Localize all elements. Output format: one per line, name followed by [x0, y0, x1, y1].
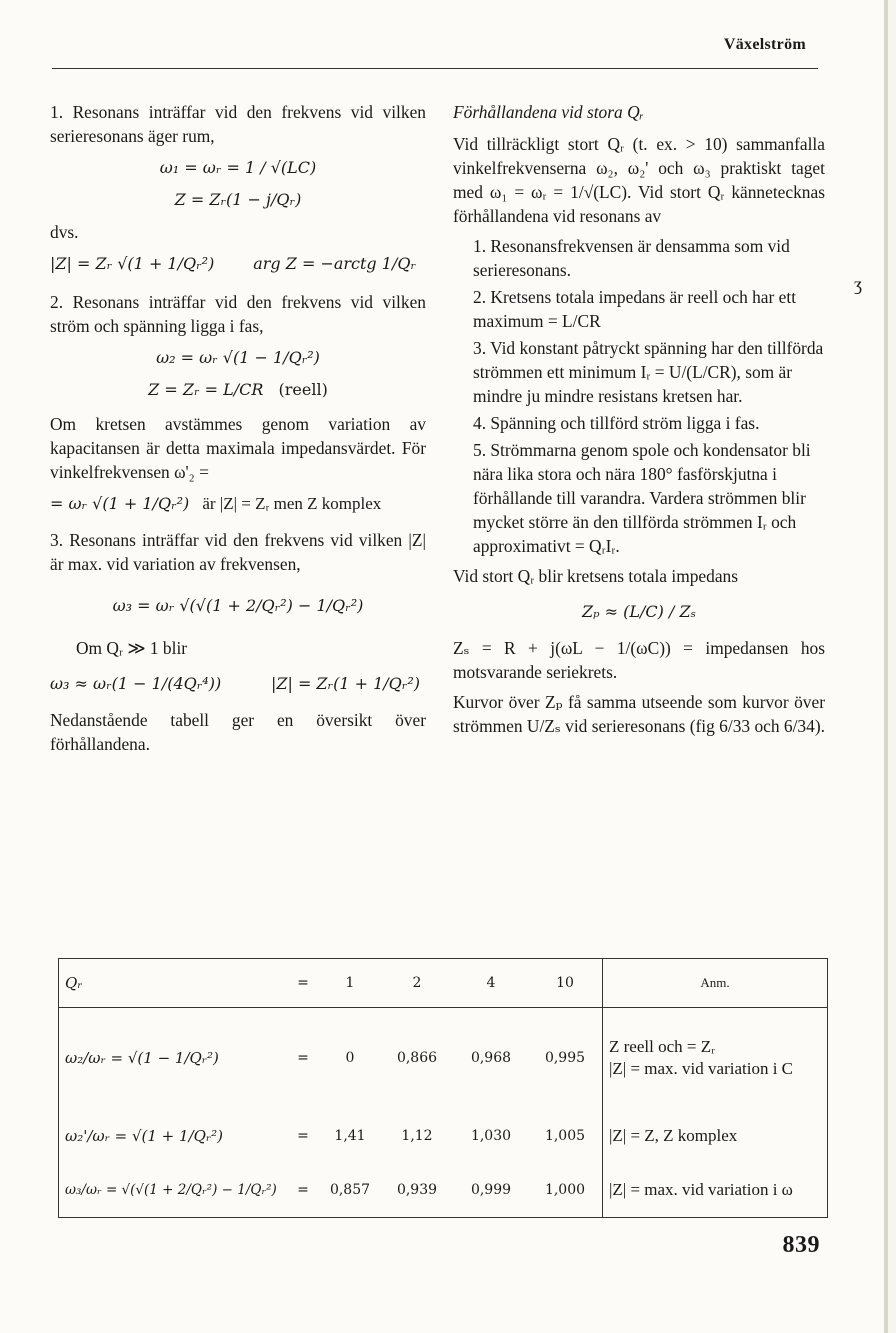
table-cell: 1: [320, 959, 380, 1008]
table-cell: 1,005: [544, 1127, 586, 1144]
paragraph-curves: Kurvor över Zₚ få samma utseende som kurvor över strömmen U/Zₛ vid serieresonans (fig 6/33 och 6/34).: [453, 692, 825, 736]
left-column: [50, 100, 426, 762]
equation-zp: Zₚ ≈ (L/C) / Zₛ: [582, 602, 696, 621]
paragraph-capacitance: Om kretsen avstämmes genom variation av kapacitansen är detta maximala impedansvärdet. För vinkelfrekvensen ω'₂ =: [50, 414, 426, 482]
list-item: 5. Strömmarna genom spole och kondensator bli nära lika stora och nära 180° fasförskjutna i förhållande till varandra. Vardera strömmen blir mycket större än den tillförda strömmen Iᵣ och approximativt = QᵣIᵣ.: [473, 440, 811, 556]
equation-omega2-prime: = ωᵣ √(1 + 1/Qᵣ²): [50, 494, 190, 513]
table-row: [59, 1163, 827, 1217]
table-cell: 4: [454, 959, 528, 1008]
paragraph-table-intro: Nedanstående tabell ger en översikt över förhållandena.: [50, 710, 426, 754]
list-item: 3. Vid konstant påtryckt spänning har den tillförda strömmen ett minimum Iᵣ = U/(L/CR), som är mindre ju mindre resistans kretsen har.: [473, 338, 824, 406]
paragraph-total-impedance: Vid stort Qᵣ blir kretsens totala impedans: [453, 566, 739, 586]
paragraph-resonance-2: 2. Resonans inträffar vid den frekvens vid vilken ström och spänning ligga i fas,: [50, 292, 426, 336]
table-row-note: Z reell och = Zᵣ |Z| = max. vid variation i C: [603, 1008, 828, 1109]
header-rule: [52, 68, 818, 69]
table-cell: 10: [528, 959, 603, 1008]
text-dvs: dvs.: [50, 222, 79, 242]
equation-abs-z: |Z| = Zᵣ √(1 + 1/Qᵣ²): [50, 254, 215, 273]
table-cell: 0,866: [396, 1050, 438, 1067]
list-item: 2. Kretsens totala impedans är reell och har ett maximum = L/CR: [473, 287, 797, 331]
table-cell: 0,995: [544, 1050, 586, 1067]
paragraph-resonance-1: 1. Resonans inträffar vid den frekvens vid vilken serieresonans äger rum,: [50, 102, 426, 146]
table-cell: 0,939: [396, 1181, 438, 1198]
table-row-label: ω₃/ωᵣ = √(√(1 + 2/Qᵣ²) − 1/Qᵣ²): [65, 1181, 277, 1198]
table-row-label: ω₂'/ωᵣ = √(1 + 1/Qᵣ²): [65, 1126, 223, 1145]
equation-abs-z-approx: |Z| = Zᵣ(1 + 1/Qᵣ²): [270, 674, 420, 693]
table-header-label: Qᵣ: [59, 959, 286, 1008]
equation-abs-z-row: [50, 252, 426, 276]
table-row: [59, 1008, 827, 1109]
list-item: 1. Resonansfrekvensen är densamma som vid serieresonans.: [473, 236, 790, 280]
equation-omega2-prime-text: är |Z| = Zᵣ men Z komplex: [202, 494, 382, 513]
equation-omega3: ω₃ = ωᵣ √(√(1 + 2/Qᵣ²) − 1/Qᵣ²): [112, 596, 364, 615]
margin-mark: ʒ: [854, 274, 862, 294]
text-om-q-large: Om Qᵣ ≫ 1 blir: [76, 638, 188, 658]
paragraph-resonance-3: 3. Resonans inträffar vid den frekvens vid vilken |Z| är max. vid variation av frekvensen,: [50, 530, 426, 574]
table-header-note: Anm.: [603, 959, 828, 1008]
table-cell: 1,12: [401, 1127, 433, 1144]
paragraph-large-q: Vid tillräckligt stort Qᵣ (t. ex. > 10) sammanfalla vinkelfrekvenserna ω₂, ω₂' och ω₃ praktiskt taget med ω₁ = ωᵣ = 1/√(LC). Vid stort Qᵣ kännetecknas förhållandena vid resonans av: [453, 134, 825, 226]
equation-omega3-approx: ω₃ ≈ ωᵣ(1 − 1/(4Qᵣ⁴)): [50, 674, 222, 693]
table-cell: 0,968: [470, 1050, 512, 1067]
table-cell: =: [297, 1127, 309, 1144]
table-row-note: |Z| = Z, Z komplex: [603, 1109, 828, 1163]
section-heading: Förhållandena vid stora Qᵣ: [453, 102, 644, 122]
table-row-label: ω₂/ωᵣ = √(1 − 1/Qᵣ²): [65, 1049, 219, 1068]
conditions-list: [453, 234, 825, 558]
table-cell: 1,000: [544, 1181, 586, 1198]
equation-arg-z: arg Z = −arctg 1/Qᵣ: [253, 254, 416, 273]
table-cell: 1,030: [470, 1127, 512, 1144]
table-cell: 0: [345, 1050, 355, 1067]
running-head: Växelström: [723, 36, 806, 53]
paragraph-zs: Zₛ = R + j(ωL − 1/(ωC)) = impedansen hos motsvarande seriekrets.: [453, 638, 825, 682]
table-cell: 2: [380, 959, 454, 1008]
page-number: 839: [782, 1232, 820, 1258]
table-header-eq: =: [286, 959, 320, 1008]
equation-z-real: Z = Zᵣ = L/CR: [148, 380, 264, 399]
equation-omega1: ω₁ = ωᵣ = 1 / √(LC): [159, 158, 317, 177]
equation-approx-row: [50, 672, 426, 696]
table-cell: 1,41: [334, 1127, 366, 1144]
equation-omega2: ω₂ = ωᵣ √(1 − 1/Qᵣ²): [156, 348, 320, 367]
table-row-note: |Z| = max. vid variation i ω: [603, 1163, 828, 1217]
table-cell: 0,857: [329, 1181, 371, 1198]
table-cell: =: [297, 1181, 309, 1198]
table-cell: 0,999: [470, 1181, 512, 1198]
table-row: [59, 1109, 827, 1163]
equation-z-real-note: (reell): [278, 380, 328, 399]
equation-omega2-prime-row: [50, 492, 426, 516]
overview-table: [58, 958, 828, 1218]
table-cell: =: [297, 1050, 309, 1067]
table-header-row: [59, 959, 827, 1008]
equation-z-real-row: [50, 378, 426, 402]
right-column: [453, 100, 825, 744]
equation-z-complex: Z = Zᵣ(1 − j/Qᵣ): [174, 190, 302, 209]
list-item: 4. Spänning och tillförd ström ligga i fas.: [473, 413, 760, 433]
